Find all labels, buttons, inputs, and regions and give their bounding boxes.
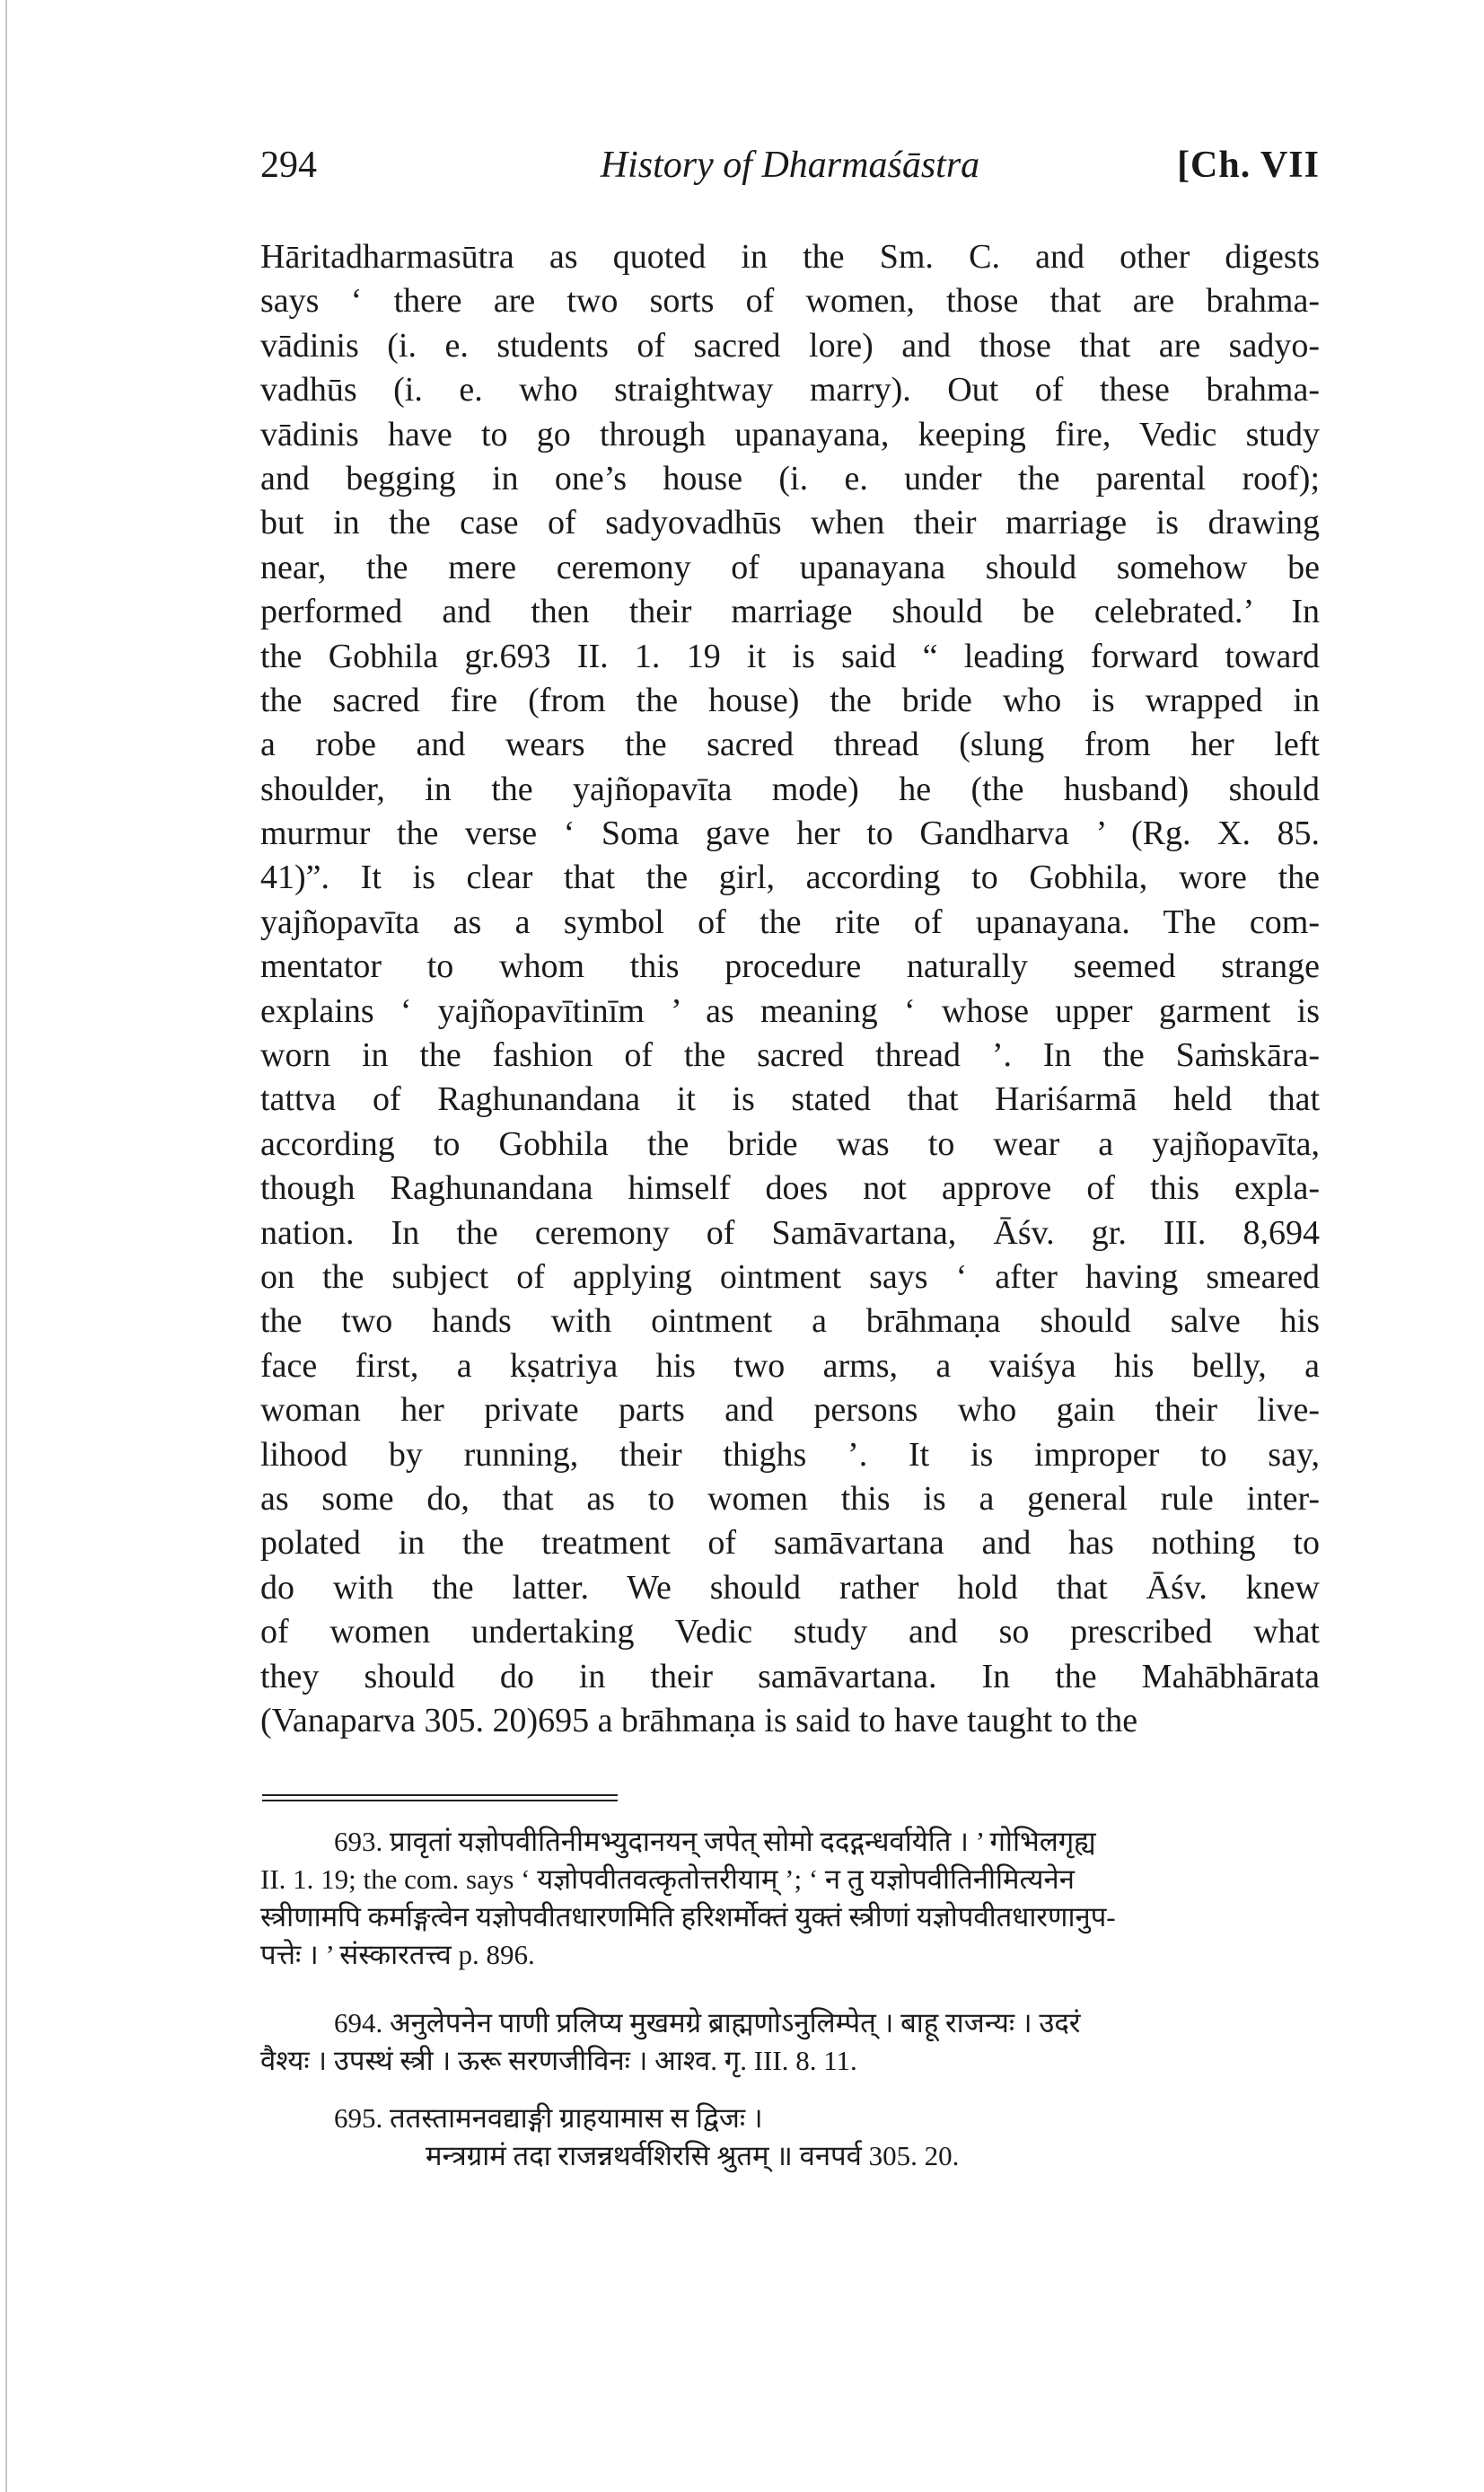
text-line: nation. In the ceremony of Samāvartana, Āśv. gr. III. 8,694	[260, 1213, 1320, 1252]
running-header	[260, 144, 1320, 198]
footnote-line: II. 1. 19; the com. says ‘ यज्ञोपवीतवत्कृतोत्तरीयाम् ’; ‘ न तु यज्ञोपवीतिनीमित्यनेन	[260, 1863, 1075, 1895]
text-line: on the subject of applying ointment says ‘ after having smeared	[260, 1257, 1320, 1296]
text-line: the sacred fire (from the house) the bride who is wrapped in	[260, 681, 1320, 719]
text-line: tattva of Raghunandana it is stated that Hariśarmā held that	[260, 1080, 1320, 1119]
footnote-line: वैश्यः । उपस्थं स्त्री । ऊरू सरणजीविनः । आश्व. गृ. III. 8. 11.	[260, 2045, 857, 2076]
text-line: the Gobhila gr.693 II. 1. 19 it is said “ leading forward toward	[260, 637, 1320, 675]
text-line: performed and then their marriage should be celebrated.’ In	[260, 593, 1320, 631]
text-line: mentator to whom this procedure naturally seemed strange	[260, 947, 1320, 986]
page-number: 294	[260, 145, 317, 186]
text-line: yajñopavīta as a symbol of the rite of upanayana. The com-	[260, 903, 1320, 941]
text-line: as some do, that as to women this is a general rule inter-	[260, 1479, 1320, 1518]
text-line: the two hands with ointment a brāhmaṇa should salve his	[260, 1302, 1320, 1341]
text-line: murmur the verse ‘ Soma gave her to Gandharva ’ (Rg. X. 85.	[260, 815, 1320, 853]
footnote-line: 695. ततस्तामनवद्याङ्गी ग्राहयामास स द्विजः ।	[334, 2102, 763, 2134]
text-line: and begging in one’s house (i. e. under the parental roof);	[260, 459, 1320, 498]
text-line: do with the latter. We should rather hold that Āśv. knew	[260, 1568, 1320, 1607]
text-line: lihood by running, their thighs ’. It is improper to say,	[260, 1435, 1320, 1474]
text-line: polated in the treatment of samāvartana and has nothing to	[260, 1524, 1320, 1563]
footnote-694	[260, 2004, 1320, 2080]
footnotes	[260, 1823, 1320, 2175]
text-line: explains ‘ yajñopavītinīm ’ as meaning ‘ whose upper garment is	[260, 991, 1320, 1030]
footnote-line: स्त्रीणामपि कर्माङ्गत्वेन यज्ञोपवीतधारणमिति हरिशर्मोक्तं युक्तं स्त्रीणां यज्ञोपवीतधारणानुप-	[260, 1901, 1116, 1933]
main-text	[260, 235, 1320, 1743]
chapter-mark: [Ch. VII	[1177, 145, 1320, 186]
text-line: shoulder, in the yajñopavīta mode) he (the husband) should	[260, 770, 1320, 808]
text-line: Hāritadharmasūtra as quoted in the Sm. C. and other digests	[260, 238, 1320, 276]
text-line: near, the mere ceremony of upanayana should somehow be	[260, 548, 1320, 586]
text-line: vadhūs (i. e. who straightway marry). Out of these brahma-	[260, 371, 1320, 409]
text-line: 41)”. It is clear that the girl, according to Gobhila, wore the	[260, 859, 1320, 897]
footnote-695	[260, 2100, 1320, 2175]
text-line: according to Gobhila the bride was to wear a yajñopavīta,	[260, 1124, 1320, 1163]
text-line: face first, a kṣatriya his two arms, a vaiśya his belly, a	[260, 1346, 1320, 1385]
footnote-line: 694. अनुलेपनेन पाणी प्रलिप्य मुखमग्रे ब्राह्मणोऽनुलिम्पेत् । बाहू राजन्यः । उदरं	[334, 2007, 1081, 2039]
footnote-divider	[262, 1794, 618, 1803]
text-line: vādinis have to go through upanayana, keeping fire, Vedic study	[260, 415, 1320, 453]
text-line: they should do in their samāvartana. In the Mahābhārata	[260, 1657, 1320, 1695]
text-line: (Vanaparva 305. 20)695 a brāhmaṇa is said to have taught to the	[260, 1701, 1138, 1739]
text-line: woman her private parts and persons who gain their live-	[260, 1391, 1320, 1430]
text-line: but in the case of sadyovadhūs when their marriage is drawing	[260, 504, 1320, 542]
text-line: vādinis (i. e. students of sacred lore) and those that are sadyo-	[260, 326, 1320, 365]
text-line: worn in the fashion of the sacred thread ’. In the Saṁskāra-	[260, 1036, 1320, 1075]
text-line: of women undertaking Vedic study and so prescribed what	[260, 1613, 1320, 1651]
text-line: says ‘ there are two sorts of women, those that are brahma-	[260, 282, 1320, 321]
page-edge-rule	[5, 0, 7, 2492]
text-line: a robe and wears the sacred thread (slung from her left	[260, 726, 1320, 764]
footnote-line: 693. प्रावृतां यज्ञोपवीतिनीमभ्युदानयन् जपेत् सोमो ददद्गन्धर्वायेति । ’ गोभिलगृह्य	[334, 1826, 1096, 1857]
footnote-line: मन्त्रग्रामं तदा राजन्नथर्वशिरसि श्रुतम् ॥ वनपर्व 305. 20.	[426, 2140, 960, 2171]
running-title: History of Dharmaśāstra	[600, 145, 980, 186]
text-line: though Raghunandana himself does not approve of this expla-	[260, 1169, 1320, 1208]
footnote-line: पत्तेः । ’ संस्कारतत्त्व p. 896.	[260, 1939, 535, 1970]
footnote-693	[260, 1823, 1320, 1974]
